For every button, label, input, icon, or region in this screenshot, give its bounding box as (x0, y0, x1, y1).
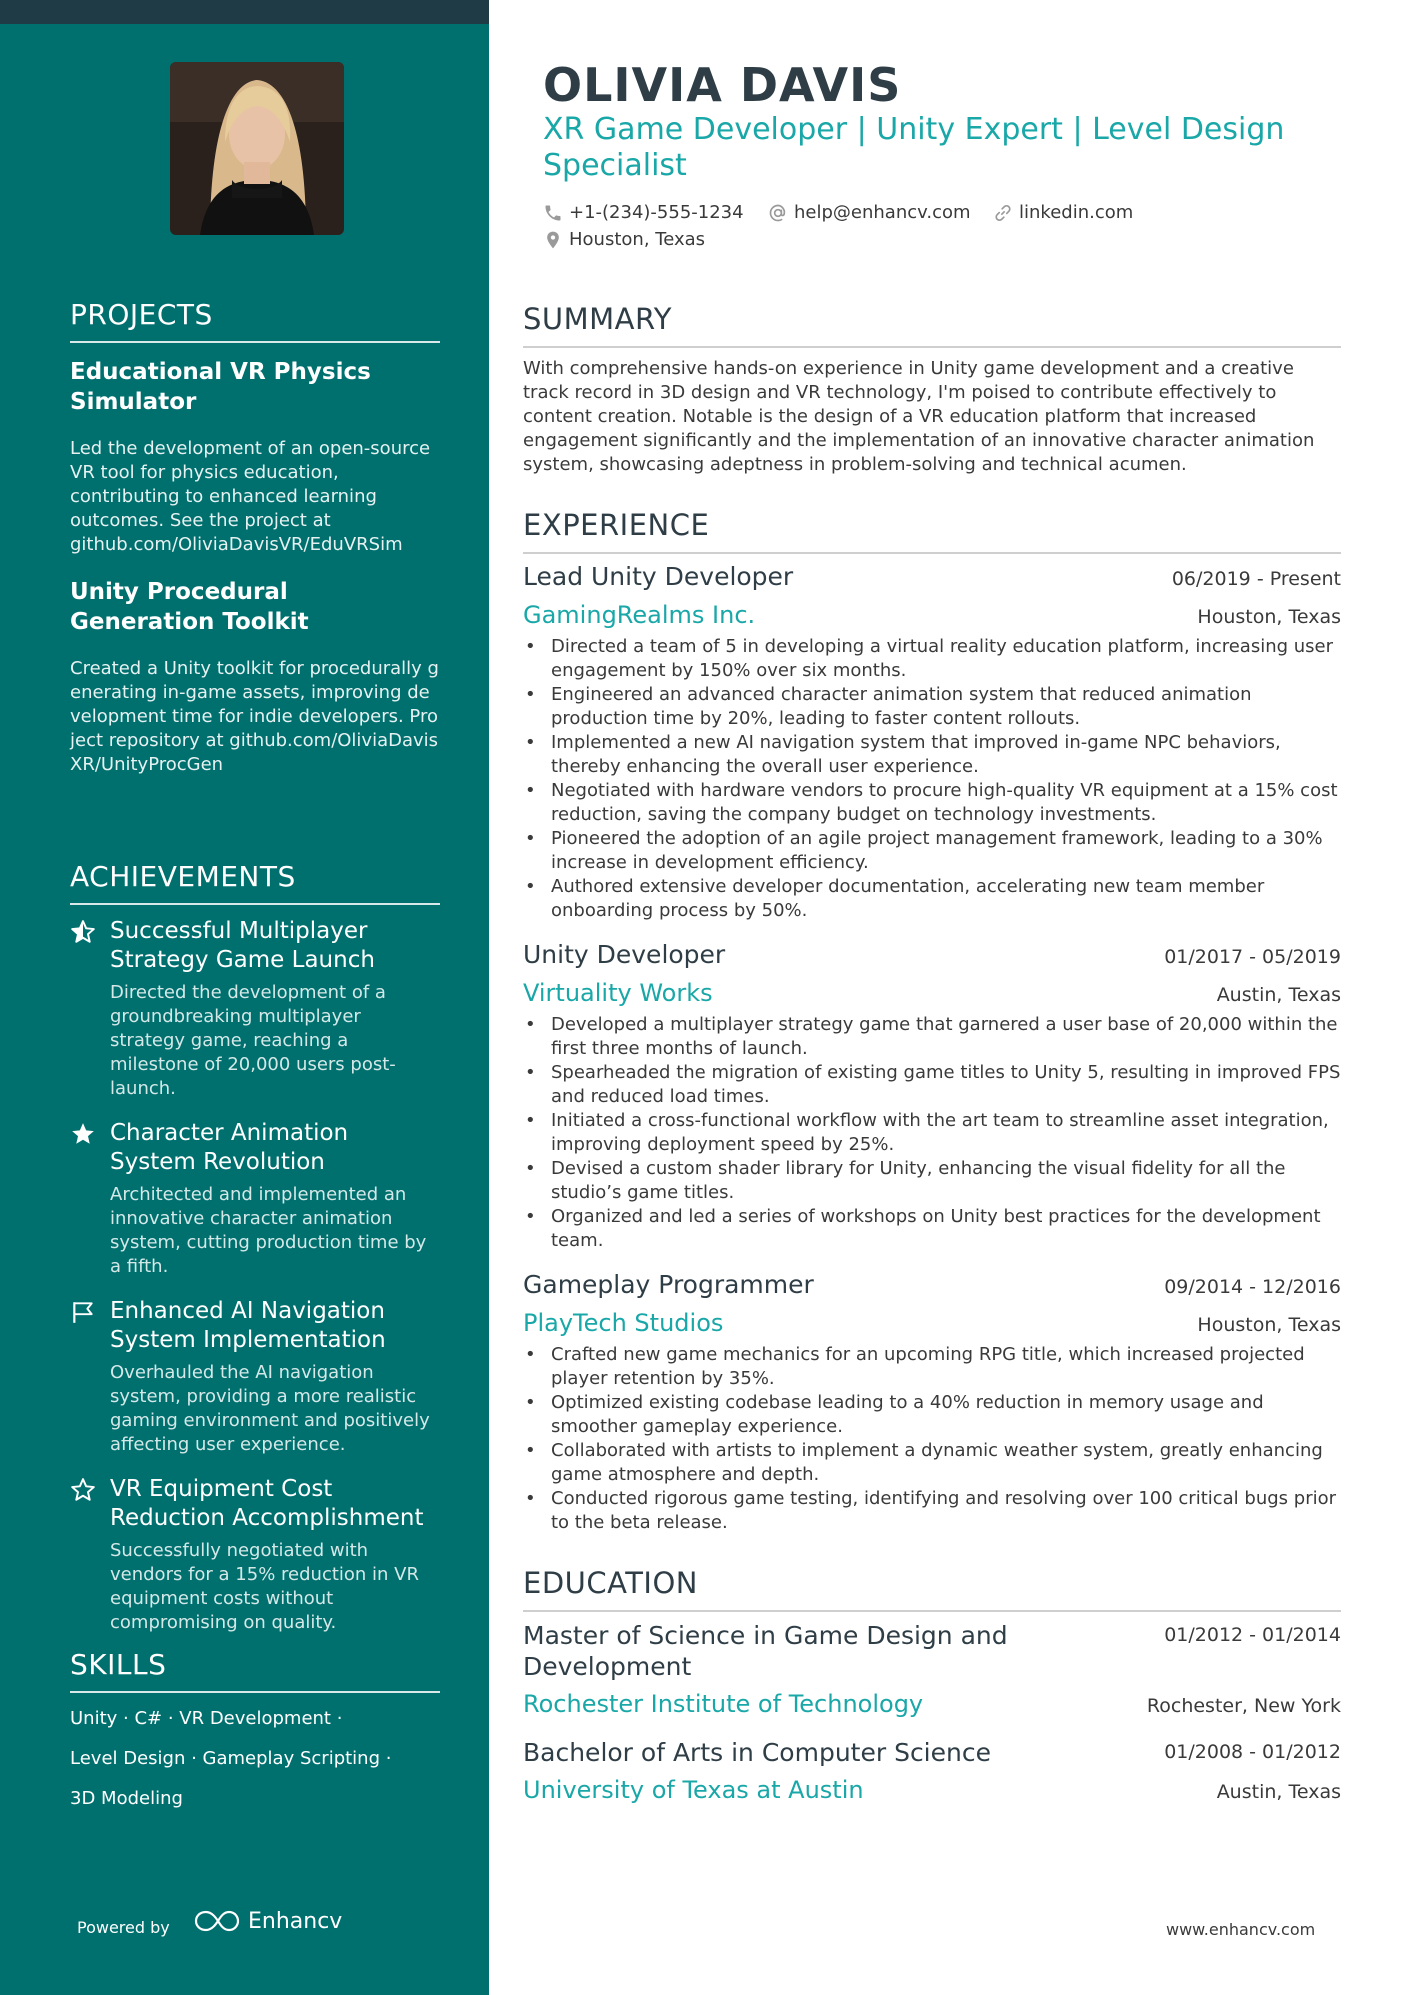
job-location: Houston, Texas (1197, 606, 1341, 628)
education-location: Austin, Texas (1216, 1781, 1341, 1803)
contact-linkedin[interactable] (993, 202, 1133, 223)
project-item (70, 357, 440, 557)
summary-title: SUMMARY (523, 302, 1341, 348)
website-link[interactable]: www.enhancv.com (1166, 1920, 1316, 1939)
job-company: GamingRealms Inc. (523, 601, 756, 629)
job-bullets (523, 635, 1341, 923)
education-degree: Bachelor of Arts in Computer Science (523, 1738, 991, 1767)
link-icon (993, 203, 1013, 223)
project-title: Unity Procedural Generation Toolkit (70, 579, 309, 635)
job-location: Houston, Texas (1197, 1314, 1341, 1336)
sidebar-top-band (0, 0, 489, 24)
education-entry (523, 1737, 1341, 1804)
achievements-section (70, 860, 440, 1635)
education-school: University of Texas at Austin (523, 1776, 864, 1804)
contact-email[interactable] (768, 202, 971, 223)
bullet-item: • Engineered an advanced character animation system that reduced animation production time by 20%, leading to faster content rollouts. (523, 683, 1341, 731)
education-dates: 01/2012 - 01/2014 (1164, 1624, 1341, 1646)
projects-section (70, 298, 440, 777)
achievement-title: Successful Multiplayer Strategy Game Launch (110, 918, 375, 973)
sidebar (0, 0, 489, 1995)
bullet-item: • Optimized existing codebase leading to a 40% reduction in memory usage and smoother gameplay experience. (523, 1391, 1341, 1439)
job-company: Virtuality Works (523, 979, 713, 1007)
bullet-item: • Authored extensive developer documentation, accelerating new team member onboarding process by 50%. (523, 875, 1341, 923)
job-bullets (523, 1343, 1341, 1535)
project-title: Educational VR Physics Simulator (70, 359, 371, 415)
skills-line: Unity · C# · VR Development · (70, 1708, 343, 1729)
achievements-title: ACHIEVEMENTS (70, 860, 440, 905)
at-icon (768, 203, 788, 223)
achievement-item (70, 1119, 440, 1279)
headline: XR Game Developer | Unity Expert | Level Design Specialist (543, 112, 1285, 183)
achievement-description: Successfully negotiated with vendors for a 15% reduction in VR equipment costs without compromising on quality. (110, 1540, 419, 1633)
star-half-icon (70, 919, 96, 945)
experience-title: EXPERIENCE (523, 508, 1341, 554)
achievement-description: Overhauled the AI navigation system, providing a more realistic gaming environment and positively affecting user experience. (110, 1362, 430, 1455)
phone-text: +1-(234)-555-1234 (569, 202, 744, 223)
achievement-description: Directed the development of a groundbreaking multiplayer strategy game, reaching a milestone of 20,000 users post-launch. (110, 982, 396, 1099)
location-text: Houston, Texas (569, 229, 706, 250)
job-entry (523, 1270, 1341, 1535)
education-school: Rochester Institute of Technology (523, 1690, 924, 1718)
skills-title: SKILLS (70, 1648, 440, 1693)
bullet-item: • Spearheaded the migration of existing game titles to Unity 5, resulting in improved FPS and reduced load times. (523, 1061, 1341, 1109)
projects-title: PROJECTS (70, 298, 440, 343)
project-description: Led the development of an open-source VR tool for physics education, contributing to enhanced learning outcomes. See the project at github.com/OliviaDavisVR/EduVRSim (70, 438, 431, 555)
education-degree: Master of Science in Game Design and Development (523, 1621, 1008, 1681)
summary-text: With comprehensive hands-on experience in Unity game development and a creative track record in 3D design and VR technology, I'm poised to contribute effectively to content creation. Notable is the design of a VR education platform that increased engagement significantly and the implementation of an innovative character animation system, showcasing adeptness in problem-solving and technical acumen. (523, 358, 1315, 475)
job-bullets (523, 1013, 1341, 1253)
flag-icon (70, 1299, 96, 1325)
email-text: help@enhancv.com (794, 202, 971, 223)
job-role: Unity Developer (523, 940, 726, 969)
star-icon (70, 1121, 96, 1147)
phone-icon (543, 203, 563, 223)
job-entry (523, 562, 1341, 923)
achievement-item (70, 917, 440, 1101)
education-dates: 01/2008 - 01/2012 (1164, 1741, 1341, 1763)
skills-line: Level Design · Gameplay Scripting · (70, 1748, 392, 1769)
bullet-item: • Pioneered the adoption of an agile project management framework, leading to a 30% increase in development efficiency. (523, 827, 1341, 875)
job-dates: 01/2017 - 05/2019 (1164, 946, 1341, 968)
job-role: Lead Unity Developer (523, 562, 794, 591)
job-role: Gameplay Programmer (523, 1270, 814, 1299)
project-description: Created a Unity toolkit for procedurally generating in-game assets, improving development time for indie developers. Project repository at github.com/OliviaDavisXR/UnityProcGen (70, 658, 439, 775)
skills-line: 3D Modeling (70, 1788, 183, 1809)
project-item (70, 577, 440, 777)
education-title: EDUCATION (523, 1566, 1341, 1612)
skills-section (70, 1648, 440, 1811)
bullet-item: • Collaborated with artists to implement a dynamic weather system, greatly enhancing game atmosphere and depth. (523, 1439, 1341, 1487)
bullet-item: • Negotiated with hardware vendors to procure high-quality VR equipment at a 15% cost reduction, saving the company budget on technology investments. (523, 779, 1341, 827)
infinity-logo-icon (194, 1908, 240, 1934)
bullet-item: • Organized and led a series of workshops on Unity best practices for the development team. (523, 1205, 1341, 1253)
achievement-title: VR Equipment Cost Reduction Accomplishment (110, 1476, 424, 1531)
bullet-item: • Crafted new game mechanics for an upcoming RPG title, which increased projected player retention by 35%. (523, 1343, 1341, 1391)
job-entry (523, 940, 1341, 1253)
education-location: Rochester, New York (1146, 1695, 1341, 1717)
bullet-item: • Developed a multiplayer strategy game that garnered a user base of 20,000 within the first three months of launch. (523, 1013, 1341, 1061)
achievement-item (70, 1297, 440, 1457)
powered-by-label: Powered by (77, 1918, 170, 1937)
job-dates: 06/2019 - Present (1171, 568, 1341, 590)
job-location: Austin, Texas (1216, 984, 1341, 1006)
enhancv-logo[interactable] (194, 1908, 342, 1934)
bullet-item: • Implemented a new AI navigation system that improved in-game NPC behaviors, thereby enhancing the overall user experience. (523, 731, 1341, 779)
profile-photo (170, 62, 344, 235)
achievement-title: Enhanced AI Navigation System Implementation (110, 1298, 386, 1353)
location-pin-icon (543, 230, 563, 250)
achievement-item (70, 1475, 440, 1635)
achievement-title: Character Animation System Revolution (110, 1120, 349, 1175)
bullet-item: • Initiated a cross-functional workflow with the art team to streamline asset integration, improving deployment speed by 25%. (523, 1109, 1341, 1157)
contact-phone[interactable] (543, 202, 744, 223)
bullet-item: • Conducted rigorous game testing, identifying and resolving over 100 critical bugs prior to the beta release. (523, 1487, 1341, 1535)
brand-name: Enhancv (248, 1908, 343, 1934)
education-entry (523, 1620, 1341, 1718)
job-company: PlayTech Studios (523, 1309, 724, 1337)
job-dates: 09/2014 - 12/2016 (1164, 1276, 1341, 1298)
candidate-name: OLIVIA DAVIS (543, 58, 902, 112)
contact-location (543, 229, 705, 250)
star-outline-icon (70, 1477, 96, 1503)
achievement-description: Architected and implemented an innovative character animation system, cutting production time by a fifth. (110, 1184, 427, 1277)
linkedin-text: linkedin.com (1019, 202, 1134, 223)
bullet-item: • Directed a team of 5 in developing a virtual reality education platform, increasing user engagement by 150% over six months. (523, 635, 1341, 683)
bullet-item: • Devised a custom shader library for Unity, enhancing the visual fidelity for all the studio’s game titles. (523, 1157, 1341, 1205)
